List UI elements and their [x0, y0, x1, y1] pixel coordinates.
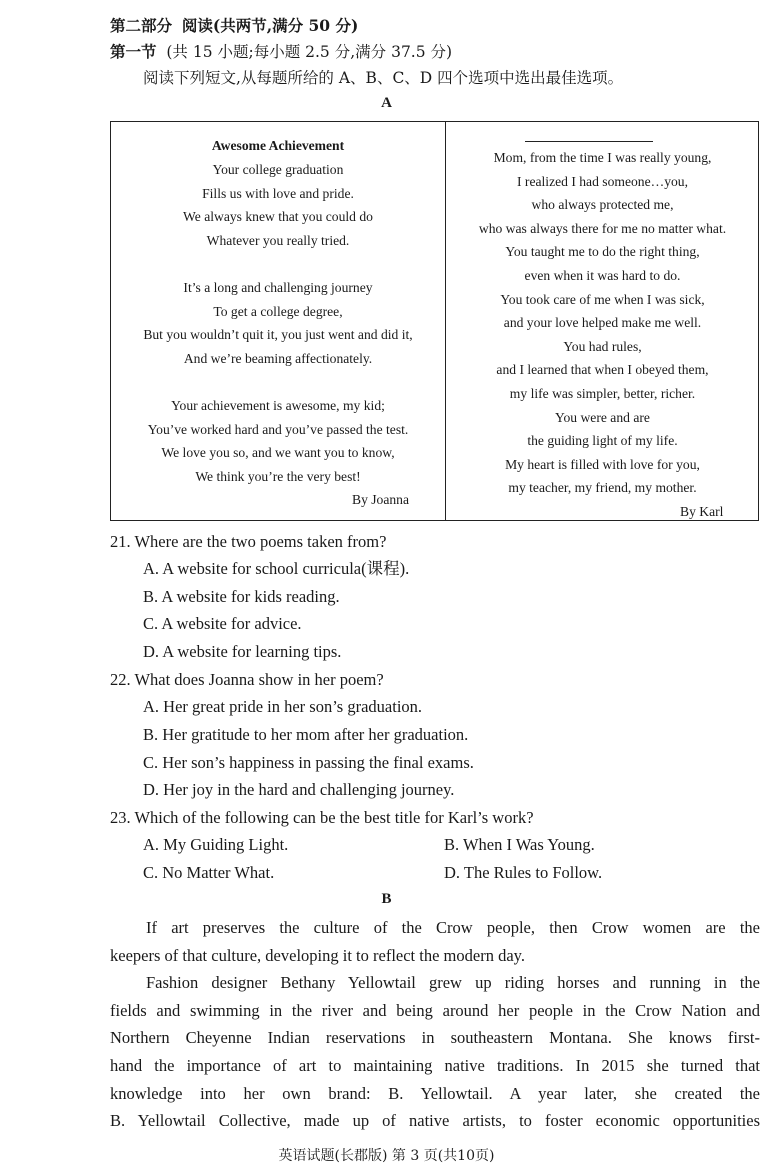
poem-line: I realized I had someone…you,	[517, 174, 688, 189]
paragraph-line: Northern Cheyenne Indian reservations in southeastern Montana. She knows first-	[110, 1028, 760, 1047]
passage-b-label: B	[381, 891, 392, 907]
poem-line: who was always there for me no matter what.	[478, 221, 727, 236]
passage-a-label: A	[381, 95, 392, 111]
poem-line: And we’re beaming affectionately.	[183, 351, 373, 366]
question-option: D. The Rules to Follow.	[444, 863, 603, 882]
paragraph-line: hand the importance of art to maintaining native traditions. In 2015 she turned that	[110, 1056, 760, 1075]
poem-box	[110, 121, 759, 521]
section-label: 第一节	[110, 42, 157, 61]
poem-line: You’ve worked hard and you’ve passed the test.	[147, 422, 409, 437]
question-option: D. A website for learning tips.	[143, 642, 342, 661]
instructions: 阅读下列短文,从每题所给的 A、B、C、D 四个选项中选出最佳选项。	[143, 69, 624, 87]
part-label: 第二部分	[110, 16, 173, 35]
question-stem: 21. Where are the two poems taken from?	[110, 532, 387, 551]
poem-left	[111, 122, 445, 520]
poem-line: who always protected me,	[531, 197, 674, 212]
paragraph-line: fields and swimming in the river and being around her people in the Crow Nation and	[110, 1001, 760, 1020]
poem-line: We love you so, and we want you to know,	[161, 445, 395, 460]
page-footer: 英语试题(长郡版) 第 3 页(共10页)	[278, 1148, 495, 1164]
question-option: B. When I Was Young.	[444, 835, 595, 854]
question-option: B. A website for kids reading.	[143, 587, 340, 606]
poem-line: my teacher, my friend, my mother.	[508, 480, 697, 495]
poem-line: To get a college degree,	[213, 304, 343, 319]
poem-line: We always knew that you could do	[183, 209, 373, 224]
question-stem: 22. What does Joanna show in her poem?	[110, 670, 384, 689]
poem-title: Awesome Achievement	[211, 138, 345, 153]
poem-line: Fills us with love and pride.	[202, 186, 354, 201]
poem-line: It’s a long and challenging journey	[183, 280, 373, 295]
poem-line: Whatever you really tried.	[206, 233, 350, 248]
poem-line: even when it was hard to do.	[524, 268, 681, 283]
question-option: C. A website for advice.	[143, 614, 302, 633]
section-desc: (共 15 小题;每小题 2.5 分,满分 37.5 分)	[166, 43, 453, 61]
section-heading	[110, 40, 452, 62]
poem-line: You had rules,	[563, 339, 642, 354]
question-option: D. Her joy in the hard and challenging journey.	[143, 780, 455, 799]
poem-line: You took care of me when I was sick,	[500, 292, 705, 307]
poem-line: my life was simpler, better, richer.	[509, 386, 696, 401]
question-option: C. Her son’s happiness in passing the final exams.	[143, 753, 474, 772]
part-heading	[110, 14, 358, 36]
paragraph-line: keepers of that culture, developing it to reflect the modern day.	[110, 946, 525, 965]
paragraph-line: knowledge into her own brand: B. Yellowtail. A year later, she created the	[110, 1084, 760, 1103]
question-option: A. A website for school curricula(课程).	[143, 559, 410, 578]
poem-line: Your achievement is awesome, my kid;	[171, 398, 385, 413]
poem-right	[446, 122, 759, 520]
poem-line: the guiding light of my life.	[527, 433, 678, 448]
poem-line: You were and are	[555, 410, 650, 425]
question-option: A. Her great pride in her son’s graduation.	[143, 697, 423, 716]
paragraph-line: Fashion designer Bethany Yellowtail grew up riding horses and running in the	[146, 973, 760, 992]
question-stem: 23. Which of the following can be the best title for Karl’s work?	[110, 808, 534, 827]
paragraph-line: B. Yellowtail Collective, made up of native artists, to foster economic opportunities	[110, 1111, 760, 1130]
poem-line: We think you’re the very best!	[195, 469, 361, 484]
poem-line: and your love helped make me well.	[503, 315, 702, 330]
title-blank-line	[525, 141, 653, 142]
poem-author: By Karl	[680, 504, 724, 519]
part-title: 阅读(共两节,满分 50 分)	[181, 16, 359, 35]
poem-line: Your college graduation	[212, 162, 344, 177]
question-option: B. Her gratitude to her mom after her graduation.	[143, 725, 469, 744]
question-option: C. No Matter What.	[143, 863, 275, 882]
poem-line: But you wouldn’t quit it, you just went and did it,	[143, 327, 413, 342]
poem-line: My heart is filled with love for you,	[505, 457, 700, 472]
poem-line: Mom, from the time I was really young,	[493, 150, 712, 165]
question-option: A. My Guiding Light.	[143, 835, 289, 854]
poem-line: You taught me to do the right thing,	[505, 244, 700, 259]
paragraph-line: If art preserves the culture of the Crow people, then Crow women are the	[146, 918, 760, 937]
poem-line: and I learned that when I obeyed them,	[496, 362, 709, 377]
poem-author: By Joanna	[352, 492, 410, 507]
